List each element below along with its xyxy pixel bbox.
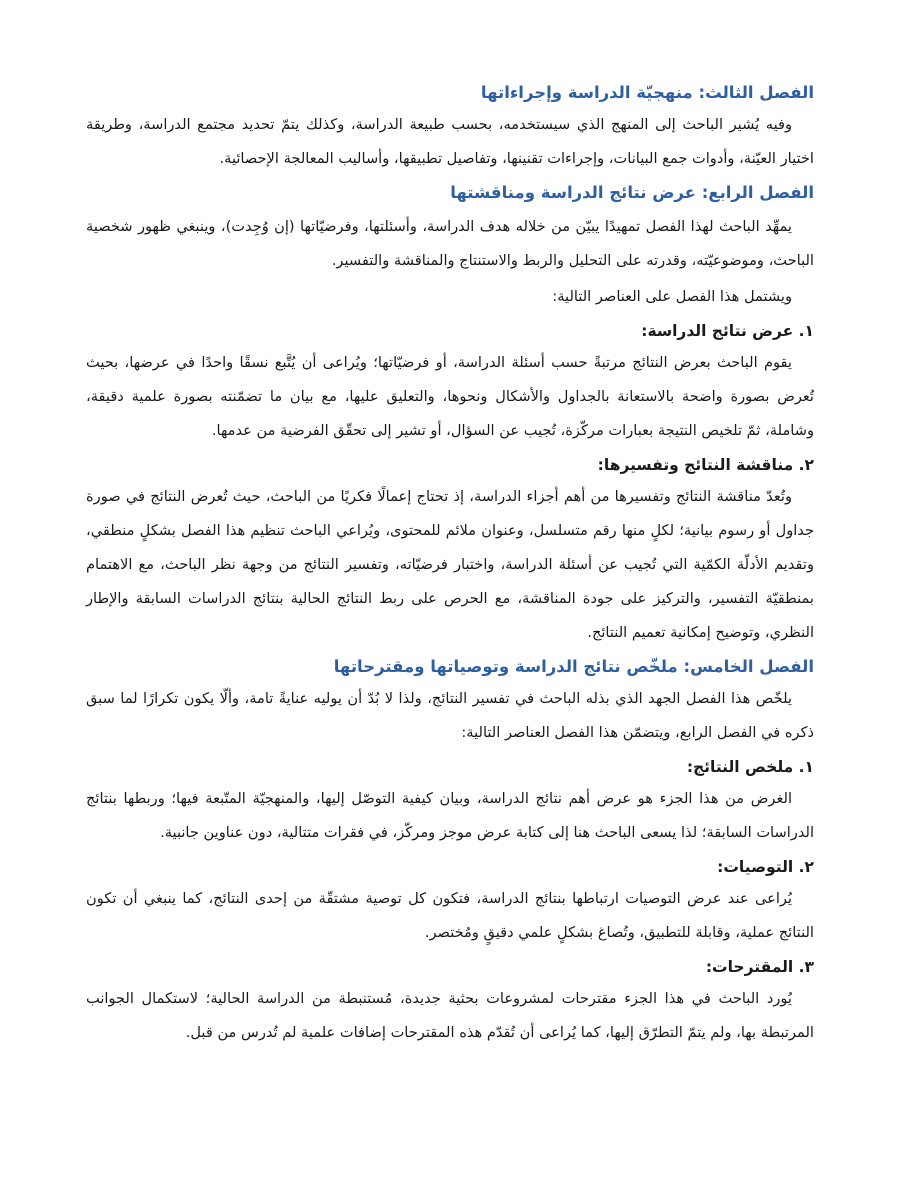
chapter5-heading: الفصل الخامس: ملخّص نتائج الدراسة وتوصياتها ومقترحاتها (333, 657, 814, 676)
chapter5-item1-text: الغرض من هذا الجزء هو عرض أهم نتائج الدراسة، وبيان كيفية التوصّل إليها، والمنهجيّة المتّبعة فيها؛ وربطها بنتائج الدراسات السابقة؛ لذا يسعى الباحث هنا إلى كتابة عرض موجز ومركّز، في فقرات متتالية، دون عناوين جانبية. (86, 790, 814, 841)
chapter4-item2-text: وتُعدّ مناقشة النتائج وتفسيرها من أهم أجزاء الدراسة، إذ تحتاج إعمالًا فكريًا من الباحث، حيث تُعرض النتائج في صورة جداول أو رسوم بيانية؛ لكلٍ منها رقم متسلسل، وعنوان ملائم للمحتوى، ويُراعي الباحث تنظيم هذا الفصل بشكلٍ منطقي، وتقديم الأدلّة الكمّية التي تُجيب عن أسئلة الدراسة، واختبار فرضيّاته، وتفسير النتائج من وجهة نظر الباحث، مع الاهتمام بمنطقيّة التفسير، والتركيز على جودة المناقشة، مع الحرص على ربط النتائج الحالية بنتائج الدراسات السابقة والإطار النظري، وتوضيح إمكانية تعميم النتائج. (86, 488, 814, 641)
chapter4-item1-title: ١. عرض نتائج الدراسة: (641, 322, 814, 340)
chapter4-item2-title: ٢. مناقشة النتائج وتفسيرها: (597, 456, 814, 474)
chapter5-item1-title: ١. ملخص النتائج: (686, 758, 814, 776)
chapter5-item2-text: يُراعى عند عرض التوصيات ارتباطها بنتائج الدراسة، فتكون كل توصية مشتقّة من إحدى النتائج، كما ينبغي أن تكون النتائج عملية، وقابلة للتطبيق، وتُصاغ بشكلٍ علمي دقيقٍ ومُختصر. (86, 890, 814, 941)
chapter5-item3-title: ٣. المقترحات: (705, 958, 814, 976)
chapter5-item3-text: يُورد الباحث في هذا الجزء مقترحات لمشروعات بحثية جديدة، مُستنبطة من الدراسة الحالية؛ لاستكمال الجوانب المرتبطة بها، ولم يتمّ التطرّق إليها، كما يُراعى أن تُقدّم هذه المقترحات إضافات علمية لم تُدرس من قبل. (86, 990, 814, 1041)
chapter4-elements-intro: ويشتمل هذا الفصل على العناصر التالية: (552, 288, 792, 305)
chapter3-paragraph: وفيه يُشير الباحث إلى المنهج الذي سيستخدمه، بحسب طبيعة الدراسة، وكذلك يتمّ تحديد مجتمع الدراسة، وطريقة اختيار العيّنة، وأدوات جمع البيانات، وإجراءات تقنينها، وتفاصيل تطبيقها، وأساليب المعالجة الإحصائية. (86, 116, 814, 167)
chapter5-item2-title: ٢. التوصيات: (717, 858, 814, 876)
chapter4-heading: الفصل الرابع: عرض نتائج الدراسة ومناقشتها (450, 183, 814, 202)
chapter4-item1-text: يقوم الباحث بعرض النتائج مرتبةً حسب أسئلة الدراسة، أو فرضيّاتها؛ ويُراعى أن يُتَّبع نسقًا واحدًا في عرضها، بحيث تُعرض بصورة واضحة بالاستعانة بالجداول والأشكال ونحوها، والتعليق عليها، مع بيان ما تضمّنته بصورة علمية دقيقة، وشاملة، ثمّ تلخيص النتيجة بعبارات مركّزة، تُجيب عن السؤال، أو تشير إلى تحقّق الفرضية من عدمها. (86, 354, 814, 439)
chapter4-intro: يمهِّد الباحث لهذا الفصل تمهيدًا يبيّن من خلاله هدف الدراسة، وأسئلتها، وفرضيّاتها (إن وُجِدت)، وينبغي ظهور شخصية الباحث، وموضوعيّته، وقدرته على التحليل والربط والاستنتاج والمناقشة والتفسير. (86, 218, 814, 269)
chapter3-heading: الفصل الثالث: منهجيّة الدراسة وإجراءاتها (480, 83, 814, 102)
chapter5-intro: يلخّص هذا الفصل الجهد الذي بذله الباحث في تفسير النتائج، ولذا لا بُدّ أن يوليه عنايةً تامة، وألّا يكون تكرارًا لما سبق ذكره في الفصل الرابع، ويتضمّن هذا الفصل العناصر التالية: (86, 690, 814, 741)
